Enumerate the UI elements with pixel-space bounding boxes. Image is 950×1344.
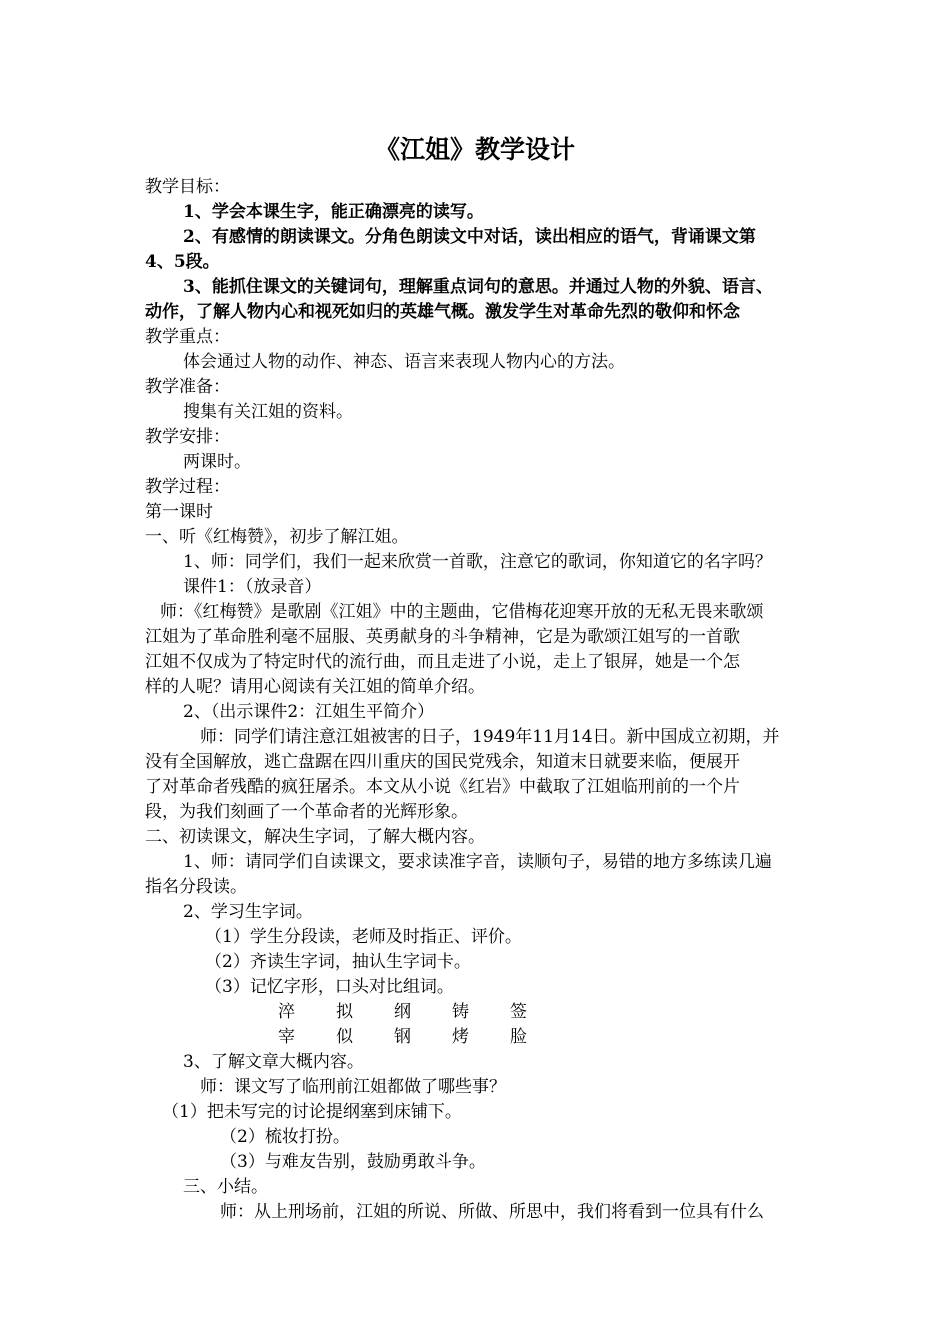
- section-1-heading: 一、听《红梅赞》，初步了解江姐。: [145, 527, 409, 547]
- paragraph-line: 段，为我们刻画了一个革命者的光辉形象。: [145, 802, 468, 822]
- paragraph-line: 1、师：同学们，我们一起来欣赏一首歌，注意它的歌词，你知道它的名字吗？: [183, 552, 772, 572]
- heading-preparation: 教学准备：: [145, 377, 230, 397]
- objective-1: 1、学会本课生字，能正确漂亮的读写。: [183, 202, 484, 222]
- paragraph-line: 师：同学们请注意江姐被害的日子，1949年11月14日。新中国成立初期，并: [200, 727, 780, 747]
- paragraph-line: 2、（出示课件2：江姐生平简介）: [183, 702, 435, 722]
- paragraph-line: 1、师：请同学们自读课文，要求读准字音，读顺句子，易错的地方多练读几遍: [183, 852, 772, 872]
- paragraph-line: 课件1：（放录音）: [183, 577, 322, 597]
- char-item: 拟: [336, 1002, 353, 1022]
- paragraph-line: （1）把未写完的讨论提纲塞到床铺下。: [162, 1102, 462, 1122]
- char-item: 宰: [278, 1027, 295, 1047]
- paragraph-line: 师：《红梅赞》是歌剧《江姐》中的主题曲，它借梅花迎寒开放的无私无畏来歌颂: [160, 602, 764, 622]
- paragraph-line: 3、了解文章大概内容。: [183, 1052, 364, 1072]
- document-title: 《江姐》教学设计: [374, 135, 575, 164]
- preparation-text: 搜集有关江姐的资料。: [183, 402, 353, 422]
- paragraph-line: 师：课文写了临刑前江姐都做了哪些事？: [200, 1077, 506, 1097]
- objective-2: 2、有感情的朗读课文。分角色朗读文中对话，读出相应的语气，背诵课文第: [183, 227, 756, 247]
- paragraph-line: （3）记忆字形，口头对比组词。: [205, 977, 454, 997]
- char-item: 烤: [452, 1027, 469, 1047]
- char-item: 签: [510, 1002, 527, 1022]
- section-2-heading: 二、初读课文，解决生字词，了解大概内容。: [145, 827, 485, 847]
- heading-schedule: 教学安排：: [145, 427, 230, 447]
- char-item: 似: [336, 1027, 353, 1047]
- section-3-heading: 三、小结。: [183, 1177, 268, 1197]
- char-item: 淬: [278, 1002, 295, 1022]
- paragraph-line: 江姐不仅成为了特定时代的流行曲，而且走进了小说，走上了银屏，她是一个怎: [145, 652, 740, 672]
- paragraph-line: （3）与难友告别，鼓励勇敢斗争。: [220, 1152, 486, 1172]
- char-item: 铸: [452, 1002, 469, 1022]
- objective-2-cont: 4、5段。: [145, 252, 220, 272]
- paragraph-line: 2、学习生字词。: [183, 902, 313, 922]
- objective-3: 3、能抓住课文的关键词句，理解重点词句的意思。并通过人物的外貌、语言、: [183, 277, 773, 297]
- paragraph-line: 没有全国解放，逃亡盘踞在四川重庆的国民党残余，知道末日就要来临，便展开: [145, 752, 740, 772]
- heading-key-points: 教学重点：: [145, 327, 230, 347]
- heading-process: 教学过程：: [145, 477, 230, 497]
- char-item: 纲: [394, 1002, 411, 1022]
- paragraph-line: 样的人呢？请用心阅读有关江姐的简单介绍。: [145, 677, 485, 697]
- char-item: 脸: [510, 1027, 527, 1047]
- char-row-2: [278, 1025, 578, 1049]
- lesson-1-label: 第一课时: [145, 502, 213, 522]
- char-row-1: [278, 1000, 578, 1024]
- paragraph-line: 了对革命者残酷的疯狂屠杀。本文从小说《红岩》中截取了江姐临刑前的一个片: [145, 777, 740, 797]
- schedule-text: 两课时。: [183, 452, 251, 472]
- paragraph-line: （2）齐读生字词，抽认生字词卡。: [205, 952, 471, 972]
- paragraph-line: （1）学生分段读，老师及时指正、评价。: [205, 927, 522, 947]
- paragraph-line: 指名分段读。: [145, 877, 247, 897]
- char-item: 钢: [394, 1027, 411, 1047]
- key-point-text: 体会通过人物的动作、神态、语言来表现人物内心的方法。: [183, 352, 625, 372]
- paragraph-line: 江姐为了革命胜利毫不屈服、英勇献身的斗争精神，它是为歌颂江姐写的一首歌: [145, 627, 740, 647]
- objective-3-cont: 动作，了解人物内心和视死如归的英雄气概。激发学生对革命先烈的敬仰和怀念: [145, 302, 740, 322]
- paragraph-line: 师：从上刑场前，江姐的所说、所做、所思中，我们将看到一位具有什么: [220, 1202, 764, 1222]
- heading-objectives: 教学目标：: [145, 177, 230, 197]
- paragraph-line: （2）梳妆打扮。: [220, 1127, 350, 1147]
